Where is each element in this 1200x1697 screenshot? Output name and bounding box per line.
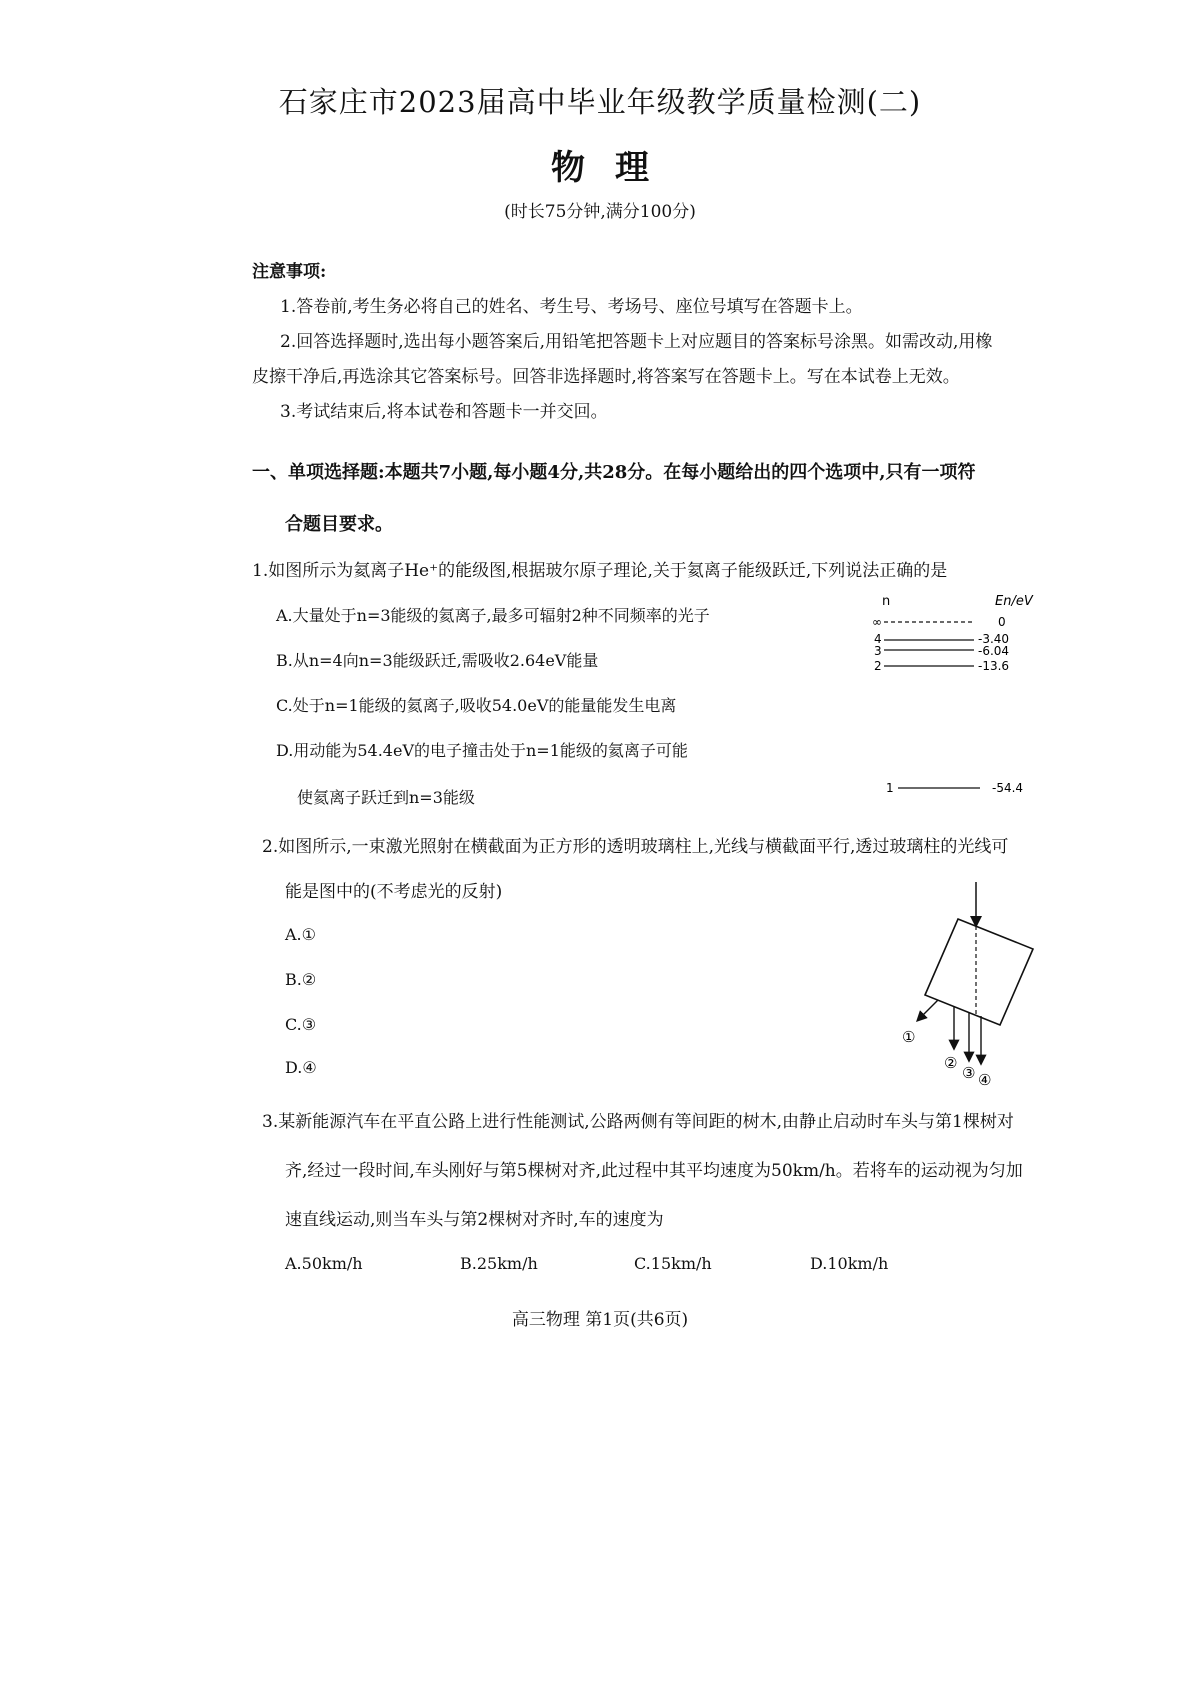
q3-option-b: B.25km/h xyxy=(460,1254,538,1273)
q1-option-b: B.从n=4向n=3能级跃迁,需吸收2.64eV能量 xyxy=(276,651,599,670)
q2-option-d: D.④ xyxy=(285,1058,317,1077)
question-2-stem-cont: 能是图中的(不考虑光的反射) xyxy=(285,882,503,902)
level-energy-label: 0 xyxy=(998,615,1006,629)
notice-item: 皮擦干净后,再选涂其它答案标号。回答非选择题时,将答案写在答题卡上。写在本试卷上无效。 xyxy=(252,367,960,387)
q3-option-a: A.50km/h xyxy=(285,1254,363,1273)
q3-option-d: D.10km/h xyxy=(810,1254,889,1273)
question-3-stem-cont: 齐,经过一段时间,车头刚好与第5棵树对齐,此过程中其平均速度为50km/h。若将车的运动视为匀加 xyxy=(285,1161,1023,1181)
q1-option-d: D.用动能为54.4eV的电子撞击处于n=1能级的氦离子可能 xyxy=(276,741,688,760)
section-heading: 一、单项选择题:本题共7小题,每小题4分,共28分。在每小题给出的四个选项中,只有一项符 xyxy=(252,462,976,483)
ray-label: ① xyxy=(902,1028,916,1046)
page-footer: 高三物理 第1页(共6页) xyxy=(511,1310,689,1330)
level-n-label: 3 xyxy=(874,644,882,658)
n-axis-label: n xyxy=(882,594,891,609)
level-n-label: 4 xyxy=(874,632,882,646)
q2-option-b: B.② xyxy=(285,970,317,989)
question-3-stem: 3.某新能源汽车在平直公路上进行性能测试,公路两侧有等间距的树木,由静止启动时车头与第1棵树对 xyxy=(262,1112,1014,1132)
q1-option-c: C.处于n=1能级的氦离子,吸收54.0eV的能量能发生电离 xyxy=(276,696,677,715)
question-1-stem: 1.如图所示为氦离子He⁺的能级图,根据玻尔原子理论,关于氦离子能级跃迁,下列说法正确的是 xyxy=(252,561,948,581)
ray-label: ③ xyxy=(962,1064,976,1082)
subject-title: 物理 xyxy=(551,148,679,188)
question-3-stem-cont: 速直线运动,则当车头与第2棵树对齐时,车的速度为 xyxy=(285,1210,664,1230)
ray-1 xyxy=(918,1000,938,1020)
section-heading-cont: 合题目要求。 xyxy=(285,514,393,535)
level-energy-label: -3.40 xyxy=(978,632,1010,646)
glass-prism-diagram xyxy=(880,880,1060,1090)
level-energy-label: -13.6 xyxy=(978,659,1010,673)
notice-item: 1.答卷前,考生务必将自己的姓名、考生号、考场号、座位号填写在答题卡上。 xyxy=(280,297,863,317)
ray-label: ② xyxy=(944,1054,958,1072)
notice-item: 2.回答选择题时,选出每小题答案后,用铅笔把答题卡上对应题目的答案标号涂黑。如需改动,用橡 xyxy=(280,332,993,352)
glass-square xyxy=(925,919,1033,1025)
exam-title: 石家庄市2023届高中毕业年级教学质量检测(二) xyxy=(278,85,922,119)
question-2-stem: 2.如图所示,一束激光照射在横截面为正方形的透明玻璃柱上,光线与横截面平行,透过玻璃柱的光线可 xyxy=(262,837,1009,857)
q2-option-a: A.① xyxy=(285,925,316,944)
exam-duration: (时长75分钟,满分100分) xyxy=(504,202,696,222)
q3-option-c: C.15km/h xyxy=(634,1254,712,1273)
level-n-label: 2 xyxy=(874,659,882,673)
level-n-label: 1 xyxy=(886,781,894,795)
level-energy-label: -54.4 xyxy=(992,781,1024,795)
ray-label: ④ xyxy=(978,1071,992,1089)
level-energy-label: -6.04 xyxy=(978,644,1010,658)
energy-level-diagram xyxy=(870,588,1060,808)
level-n-label: ∞ xyxy=(872,615,882,629)
q1-option-a: A.大量处于n=3能级的氦离子,最多可辐射2种不同频率的光子 xyxy=(276,606,710,625)
energy-axis-label: En/eV xyxy=(995,594,1033,609)
notice-item: 3.考试结束后,将本试卷和答题卡一并交回。 xyxy=(280,402,608,422)
q1-option-d-cont: 使氦离子跃迁到n=3能级 xyxy=(297,788,475,807)
notice-heading: 注意事项: xyxy=(252,262,327,282)
q2-option-c: C.③ xyxy=(285,1015,317,1034)
